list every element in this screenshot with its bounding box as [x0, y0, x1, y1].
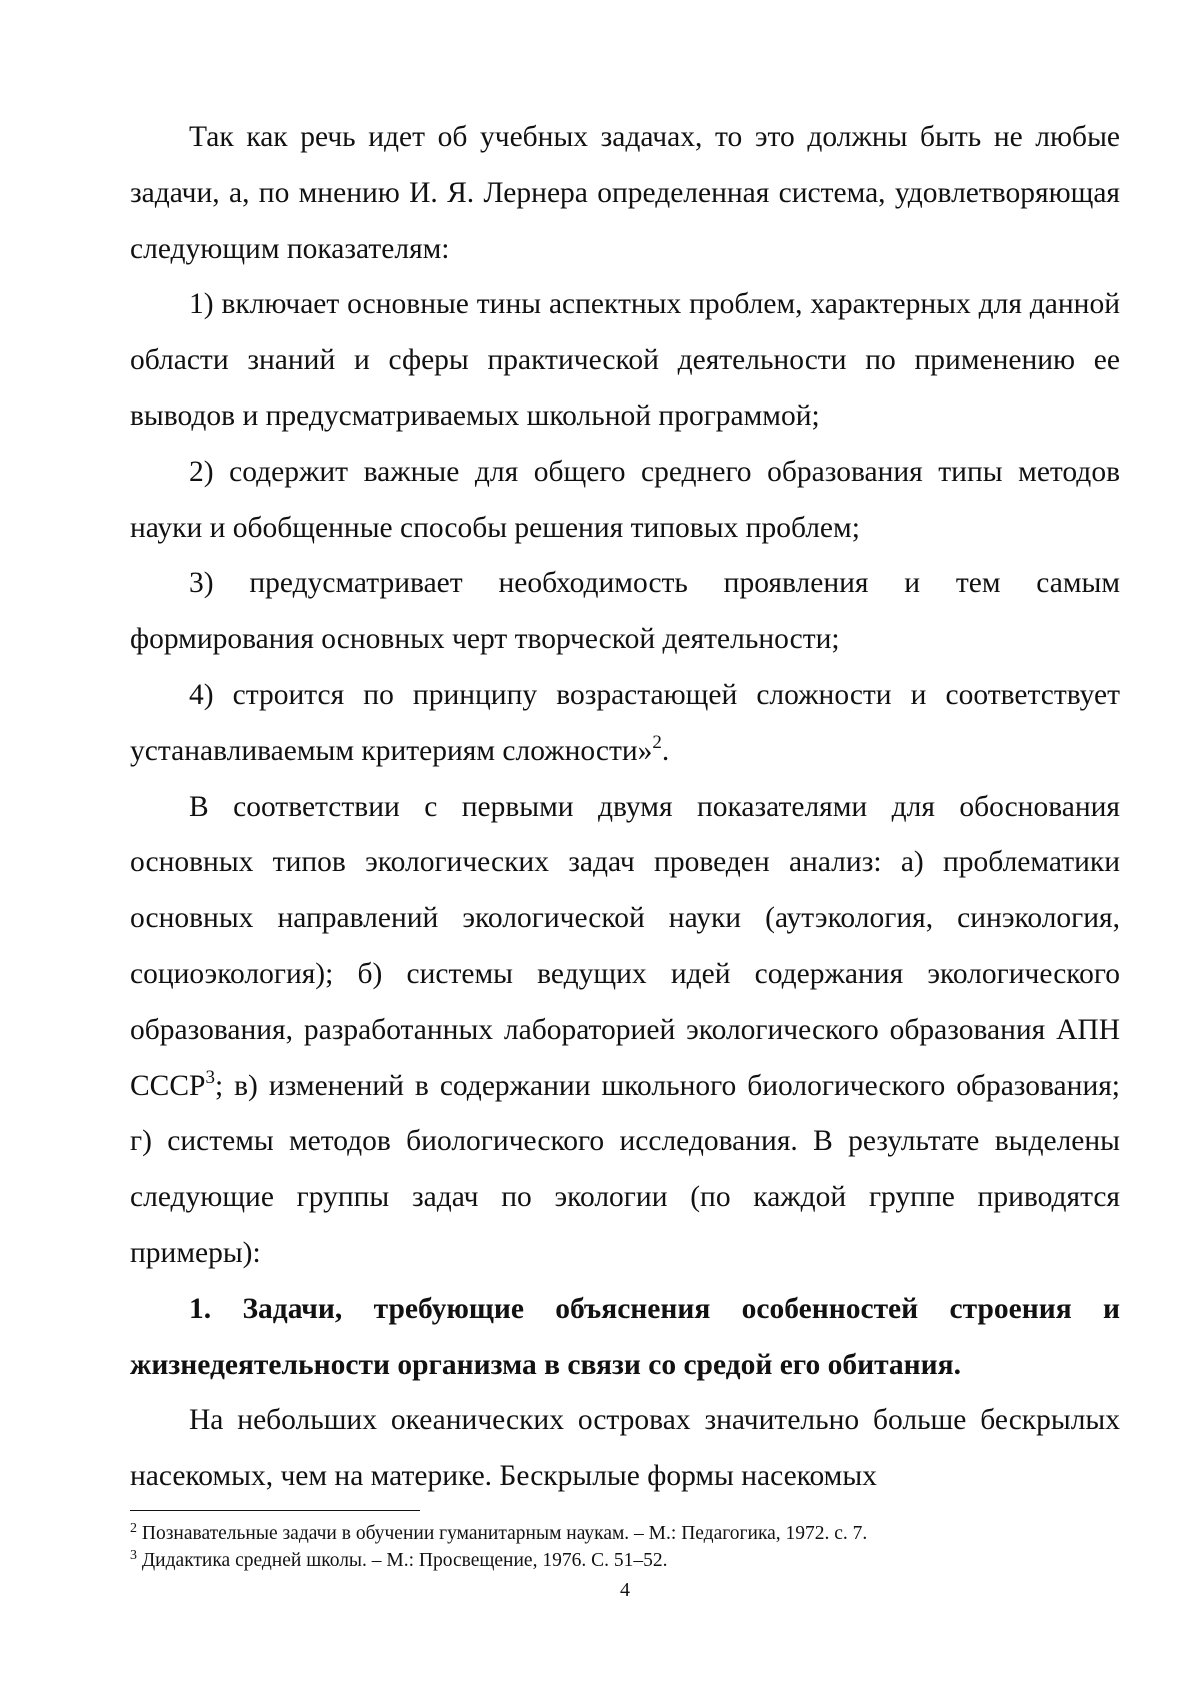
footnote-number: 2 [130, 1521, 137, 1536]
paragraph [130, 1393, 1120, 1505]
paragraph-text: Так как речь идет об учебных задачах, то это должны быть не любые задачи, а, по мнению И. Я. Лернера определенная система, удовлетворяющая следующим показателям: [130, 121, 1120, 265]
footnote-number: 3 [130, 1548, 137, 1563]
list-item-text-tail: . [661, 734, 670, 767]
list-item [130, 277, 1120, 444]
list-item-text: 1) включает основные тины аспектных проблем, характерных для данной области знаний и сферы практической деятельности по применению ее выводов и предусматриваемых школьной программой; [130, 288, 1120, 432]
paragraph-text: В соответствии с первыми двумя показателями для обоснования основных типов экологических задач проведен анализ: а) проблематики основных направлений экологической науки (аутэкология, синэкология, социоэкология); б) системы ведущих идей содержания экологического образования, разработанных лабораторией экологического образования АПН СССР [130, 790, 1120, 1102]
paragraph-text: На небольших океанических островах значительно больше бескрылых насекомых, чем на материке. Бескрылые формы насекомых [130, 1404, 1120, 1493]
section-heading [130, 1282, 1120, 1394]
section-heading-text: 1. Задачи, требующие объяснения особенностей строения и жизнедеятельности организма в связи со средой его обитания. [130, 1292, 1120, 1381]
footnote-text: Познавательные задачи в обучении гуманитарным наукам. – М.: Педагогика, 1972. с. 7. [137, 1523, 868, 1544]
paragraph [130, 110, 1120, 277]
list-item [130, 556, 1120, 668]
footnote-text: Дидактика средней школы. – М.: Просвещение, 1976. С. 51–52. [137, 1550, 668, 1571]
footnote [130, 1547, 1120, 1574]
list-item [130, 445, 1120, 557]
footnote-reference: 2 [652, 731, 662, 753]
paragraph [130, 780, 1120, 1282]
paragraph-text-tail: ; в) изменений в содержании школьного биологического образования; г) системы методов биологического исследования. В результате выделены следующие группы задач по экологии (по каждой группе приводятся примеры): [130, 1069, 1120, 1269]
footnote-reference: 3 [205, 1066, 215, 1088]
list-item [130, 668, 1120, 780]
footnote-separator [130, 1510, 420, 1511]
list-item-text: 2) содержит важные для общего среднего образования типы методов науки и обобщенные способы решения типовых проблем; [130, 455, 1120, 544]
body-text [130, 110, 1120, 1505]
page-number: 4 [620, 1579, 630, 1601]
list-item-text: 4) строится по принципу возрастающей сложности и соответствует устанавливаемым критериям сложности» [130, 678, 1120, 767]
list-item-text: 3) предусматривает необходимость проявления и тем самым формирования основных черт творческой деятельности; [130, 567, 1120, 656]
footnote [130, 1520, 1120, 1547]
footnotes [130, 1520, 1120, 1574]
